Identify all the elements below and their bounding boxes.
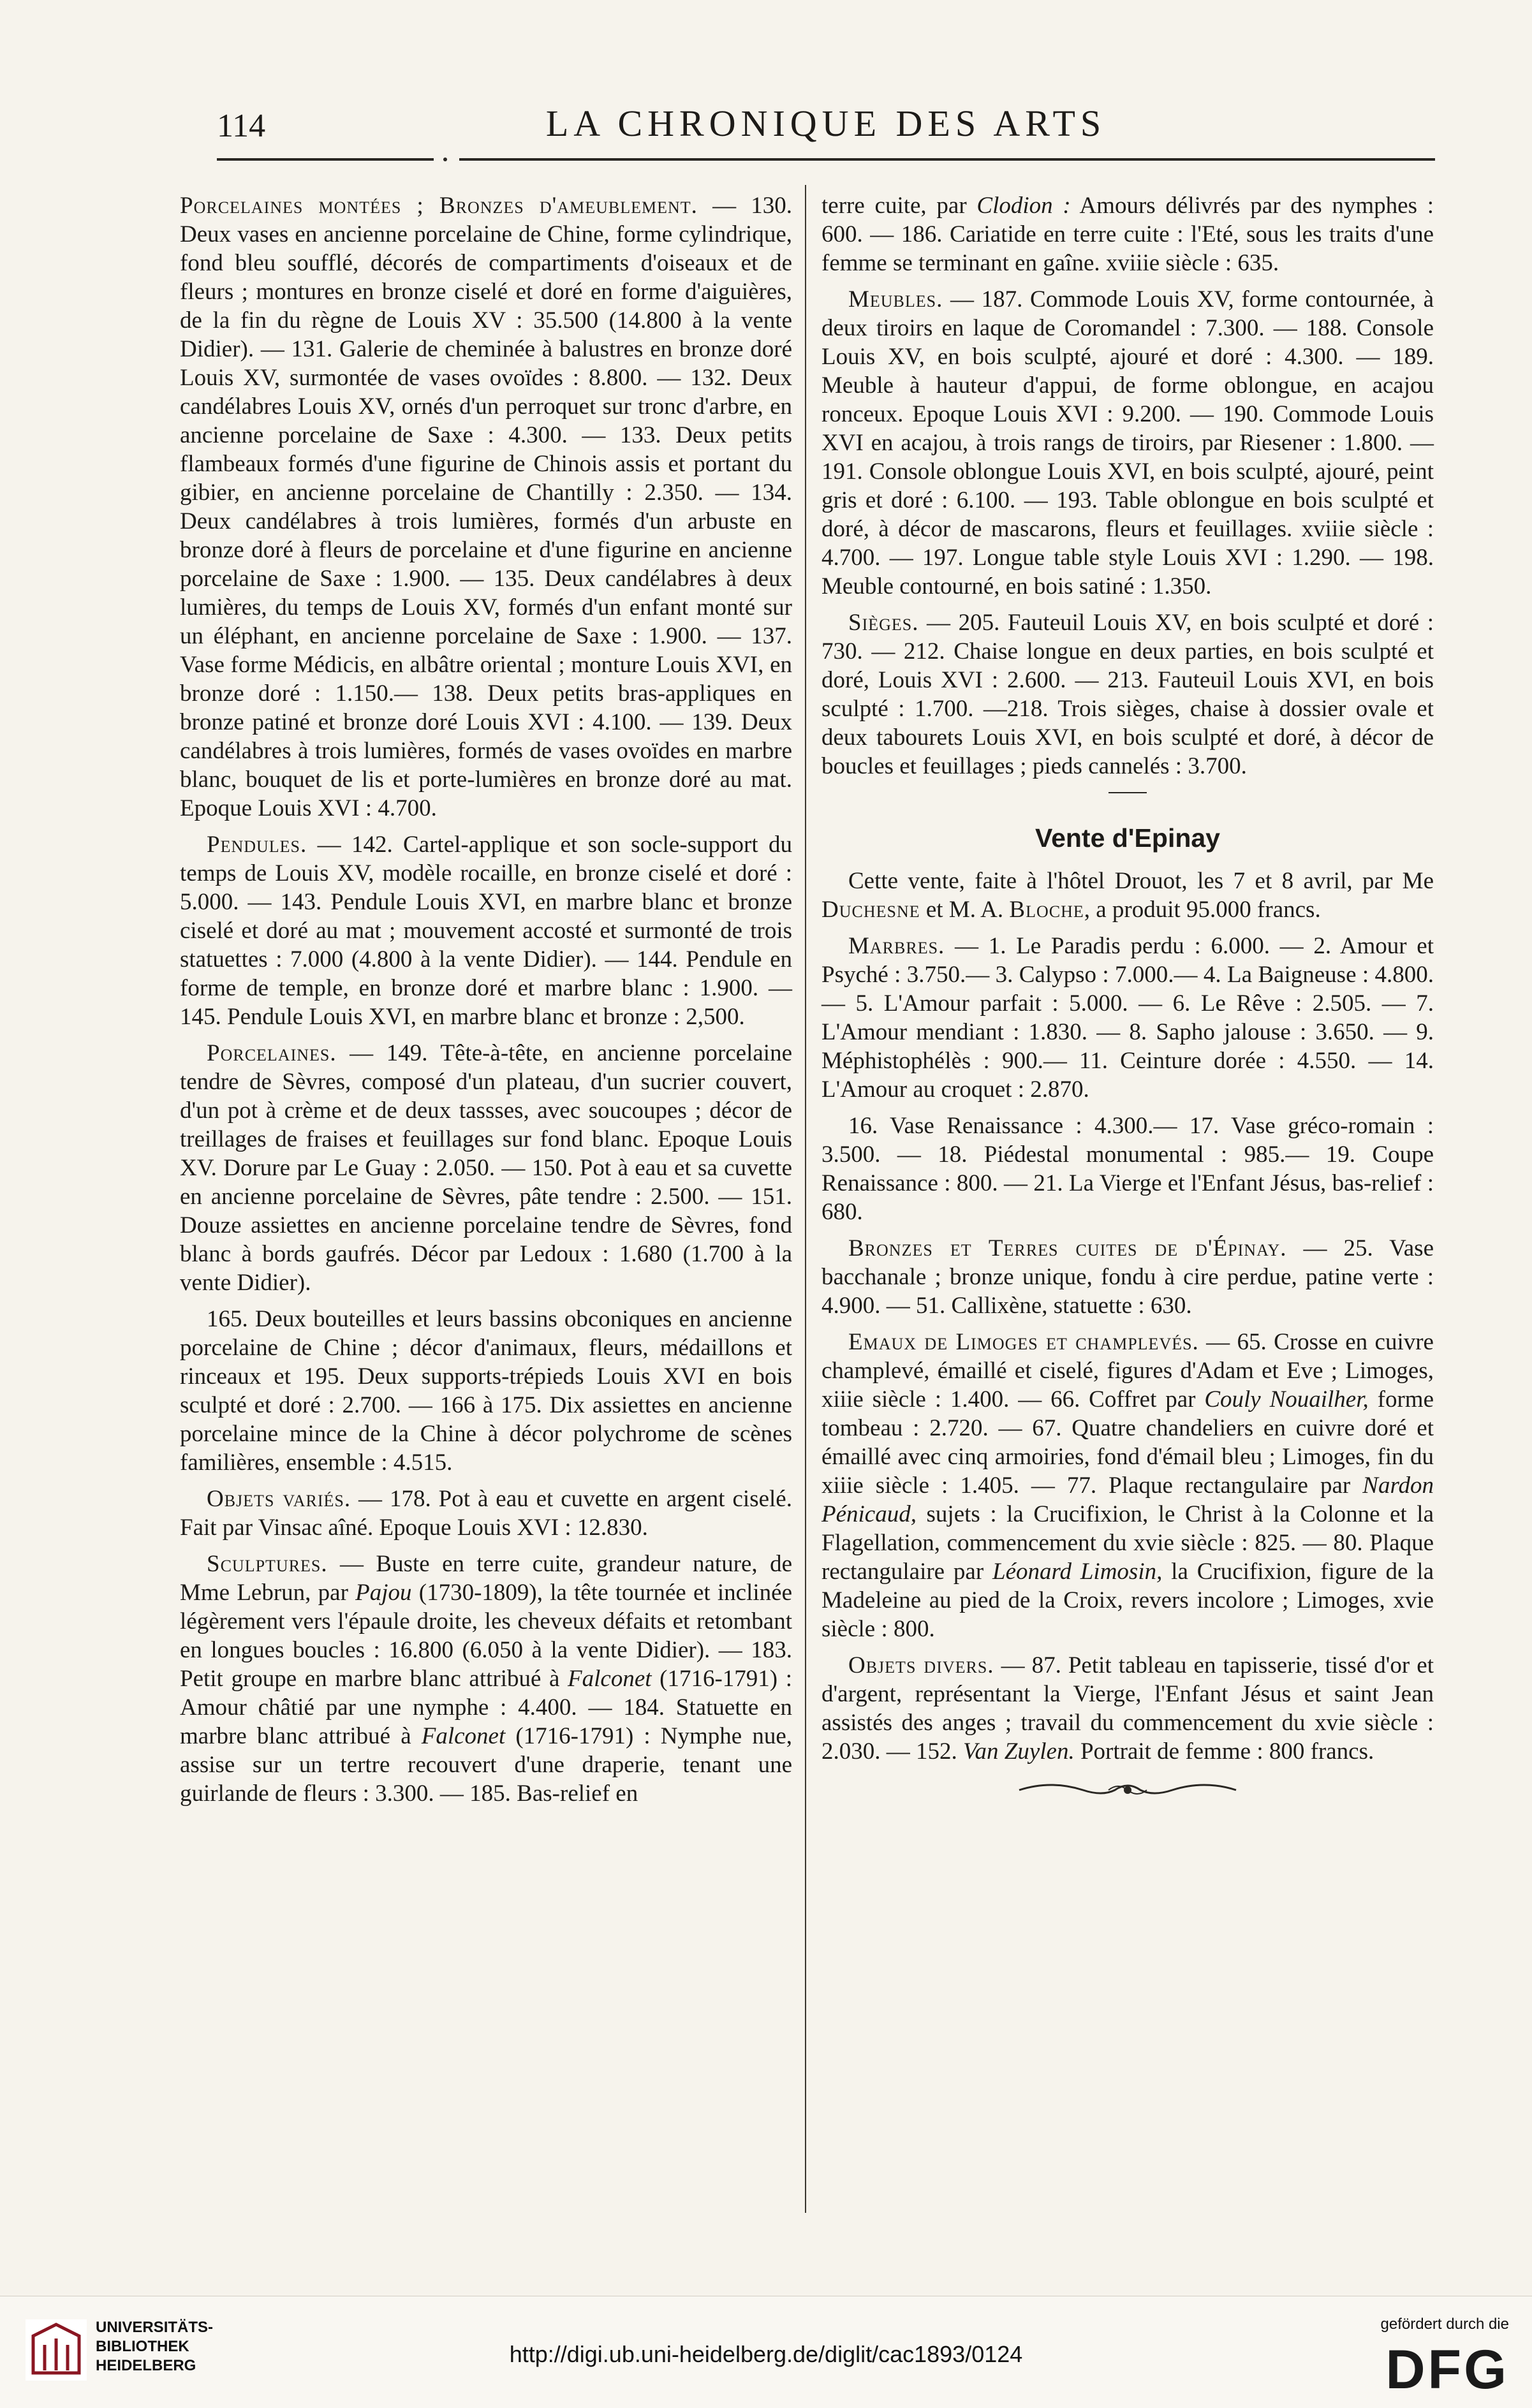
paragraph-objets-varies bbox=[180, 1485, 792, 1542]
section-label: Meubles. bbox=[848, 286, 943, 312]
paragraph-text: — 1. Le Paradis perdu : 6.000. — 2. Amour et Psyché : 3.750.— 3. Calypso : 7.000.— 4. La Baigneuse : 4.800. — 5. L'Amour parfait : 5.000. — 6. Le Rêve : 2.505. — 7. L'Amour mendiant : 1.830. — 8. Sapho jalouse : 3.650. — 9. Méphistophélès : 900.— 11. Ceinture dorée : 4.550. — 14. L'Amour au croquet : 2.870. bbox=[821, 933, 1434, 1103]
page-number: 114 bbox=[217, 108, 266, 144]
section-label: Porcelaines. bbox=[207, 1040, 337, 1066]
section-label: Objets divers. bbox=[848, 1652, 994, 1678]
artist-name: Léonard Limosin, bbox=[992, 1559, 1163, 1585]
funder-text: gefördert durch die bbox=[1380, 2316, 1509, 2333]
paragraph-text: sujets : la Crucifixion, le Christ à la Colonne et la Flagellation, commencement du xvie siècle : 825. — 80. Plaque rectangulaire par bbox=[821, 1501, 1434, 1585]
paragraph-text: la Crucifixion, figure de la Madeleine au pied de la Croix, revers incolore ; Limoges, xvie siècle : 800. bbox=[821, 1559, 1434, 1642]
paragraph-meubles bbox=[821, 285, 1434, 601]
artist-name: Pajou bbox=[355, 1580, 412, 1606]
paragraph-text: (1716-1791) : Nymphe nue, assise sur un tertre recouvert d'une draperie, tenant une guirlande de fleurs : 3.300. — 185. Bas-relief en bbox=[180, 1723, 792, 1807]
section-heading-vente-epinay: Vente d'Epinay bbox=[1035, 823, 1220, 853]
artist-name: Couly Nouailher, bbox=[1204, 1386, 1369, 1413]
paragraph-marbres bbox=[821, 932, 1434, 1104]
paragraph-text: et M. A. bbox=[920, 897, 1010, 923]
paragraph-text: Cette vente, faite à l'hôtel Drouot, les 7 et 8 avril, par Me bbox=[848, 868, 1434, 894]
section-label: Bronzes et Terres cuites de d'Épinay. bbox=[848, 1235, 1287, 1261]
paragraph-text: 165. Deux bouteilles et leurs bassins obconiques en ancienne porcelaine de Chine ; décor d'animaux, fleurs, médaillons et rinceaux et 195. Deux supports-trépieds Louis XVI en bois sculpté et doré : 2.700. — 166 à 175. Dix assiettes en ancienne porcelaine mince de la Chine à décor polychrome de scènes familières, ensemble : 4.515. bbox=[180, 1306, 792, 1476]
section-label: Marbres. bbox=[848, 933, 945, 959]
paragraph-vases bbox=[821, 1112, 1434, 1226]
header-rule-right bbox=[459, 158, 1435, 161]
paragraph-text: Amours délivrés par des nymphes : 600. — 186. Cariatide en terre cuite : l'Eté, sous les traits d'une femme se terminant en gaîne. xviiie siècle : 635. bbox=[821, 193, 1434, 276]
left-column bbox=[180, 191, 792, 1816]
paragraph-text: — 178. Pot à eau et cuvette en argent ciselé. Fait par Vinsac aîné. Epoque Louis XVI : 12.830. bbox=[180, 1486, 792, 1541]
section-label: Sculptures. bbox=[207, 1551, 328, 1577]
paragraph-text: forme tombeau : 2.720. — 67. Quatre chandeliers en cuivre doré et émaillé avec cinq armoiries, fond d'émail bleu ; Limoges, fin du xiiie siècle : 1.405. — 77. Plaque rectangulaire par bbox=[821, 1386, 1434, 1499]
paragraph-text: Portrait de femme : 800 francs. bbox=[1074, 1738, 1374, 1765]
column-divider bbox=[805, 185, 806, 2213]
person-name: Bloche bbox=[1009, 897, 1084, 923]
person-name: Duchesne bbox=[821, 897, 920, 923]
paragraph-text: , a produit 95.000 francs. bbox=[1084, 897, 1321, 923]
paragraph-text: — 87. Petit tableau en tapisserie, tissé d'or et d'argent, représentant la Vierge, l'Enfant Jésus et saint Jean assistés des anges ; travail du commencement du xvie siècle : 2.030. — 152. bbox=[821, 1652, 1434, 1765]
artist-name: Falconet bbox=[568, 1666, 652, 1692]
vignette-ornament-icon bbox=[821, 1777, 1434, 1810]
funder-block bbox=[1381, 2316, 1509, 2402]
section-label: Pendules. bbox=[207, 832, 307, 858]
artist-name: Van Zuylen. bbox=[963, 1738, 1075, 1765]
page-header bbox=[217, 94, 1435, 152]
section-label: Emaux de Limoges et champlevés. bbox=[848, 1329, 1199, 1355]
library-name-line: UNIVERSITÄTS- bbox=[96, 2319, 214, 2336]
library-name-line: BIBLIOTHEK bbox=[96, 2338, 189, 2355]
paragraph-text: terre cuite, par bbox=[821, 193, 977, 219]
paragraph-emaux bbox=[821, 1328, 1434, 1643]
section-separator bbox=[1108, 792, 1147, 793]
paragraph-vente-intro bbox=[821, 867, 1434, 924]
paragraph-pendules bbox=[180, 830, 792, 1031]
paragraph-bouteilles bbox=[180, 1305, 792, 1477]
paragraph-text: — Buste en terre cuite, grandeur nature, de Mme Lebrun, par bbox=[180, 1551, 792, 1606]
paragraph-porcelaines-montees bbox=[180, 191, 792, 823]
header-rule-left bbox=[217, 158, 434, 161]
section-label: Sièges. bbox=[848, 610, 919, 636]
paragraph-text: — 205. Fauteuil Louis XV, en bois sculpté et doré : 730. — 212. Chaise longue en deux parties, en bois sculpté et doré, Louis XVI : 2.600. — 213. Fauteuil Louis XVI, en bois sculpté : 1.700. —218. Trois sièges, chaise à dossier ovale et deux tabourets Louis XVI, en bois sculpté et doré, à décor de boucles et feuillages ; pieds cannelés : 3.700. bbox=[821, 610, 1434, 779]
artist-name: Clodion : bbox=[976, 193, 1071, 219]
paragraph-text: — 130. Deux vases en ancienne porcelaine de Chine, forme cylindrique, fond bleu soufflé, décorés de compartiments d'oiseaux et de fleurs ; montures en bronze ciselé et doré en forme d'aiguières, de la fin du règne de Louis XV : 35.500 (14.800 à la vente Didier). — 131. Galerie de cheminée à balustres en bronze doré Louis XV, surmontée de vases ovoïdes : 8.800. — 132. Deux candélabres Louis XV, ornés d'un perroquet sur tronc d'arbre, en ancienne porcelaine de Saxe : 4.300. — 133. Deux petits flambeaux formés d'une figurine de Chinois assis et portant du gibier, en ancienne porcelaine de Chantilly : 2.350. — 134. Deux candélabres à trois lumières, formés d'un arbuste en bronze doré à fleurs de porcelaine et d'une figurine en ancienne porcelaine de Saxe : 1.900. — 135. Deux candélabres à deux lumières, du temps de Louis XV, formés d'un enfant monté sur un éléphant, en ancienne porcelaine de Saxe : 1.900. — 137. Vase forme Médicis, en albâtre oriental ; monture Louis XVI, en bronze doré : 1.150.— 138. Deux petits bras-appliques en bronze patiné et bronze doré Louis XVI : 4.100. — 139. Deux candélabres à trois lumières, formés de vases ovoïdes en marbre blanc, bouquet de lis et porte-lumières en bronze doré au mat. Epoque Louis XVI : 4.700. bbox=[180, 193, 792, 821]
artist-name: Falconet bbox=[421, 1723, 506, 1749]
paragraph-text: — 25. Vase bacchanale ; bronze unique, fondu à cire perdue, patine verte : 4.900. — 51. Callixène, statuette : 630. bbox=[821, 1235, 1434, 1319]
paragraph-text: (1716-1791) : Amour châtié par une nymphe : 4.400. — 184. Statuette en marbre blanc attribué à bbox=[180, 1666, 792, 1749]
paragraph-objets-divers bbox=[821, 1651, 1434, 1766]
journal-title: LA CHRONIQUE DES ARTS bbox=[545, 103, 1107, 144]
dfg-logo-icon[interactable]: DFG bbox=[1385, 2339, 1509, 2400]
footer bbox=[0, 2296, 1532, 2408]
section-label: Objets variés. bbox=[207, 1486, 351, 1512]
paragraph-text: — 142. Cartel-applique et son socle-support du temps de Louis XV, modèle rocaille, en bronze ciselé et doré : 5.000. — 143. Pendule Louis XVI, en marbre blanc et bronze ciselé et doré au mat ; mouvement accosté et surmonté de trois statuettes : 7.000 (4.800 à la vente Didier). — 144. Pendule en forme de temple, en bronze doré et marbre blanc : 1.900. — 145. Pendule Louis XVI, en marbre blanc et bronze : 2,500. bbox=[180, 832, 792, 1030]
paragraph-text: — 65. Crosse en cuivre champlevé, émaillé et ciselé, figures d'Adam et Eve ; Limoges, xiiie siècle : 1.400. — 66. Coffret par bbox=[821, 1329, 1434, 1413]
paragraph-text: — 149. Tête-à-tête, en ancienne porcelaine tendre de Sèvres, composé d'un plateau, d'un sucrier couvert, d'un pot à crème et de deux tassses, avec soucoupes ; décor de treillages de fraises et feuillages sur fond blanc. Epoque Louis XV. Dorure par Le Guay : 2.050. — 150. Pot à eau et sa cuvette en ancienne porcelaine de Sèvres, pâte tendre : 2.500. — 151. Douze assiettes en ancienne porcelaine tendre de Sèvres, fond blanc à bords gaufrés. Décor par Ledoux : 1.680 (1.700 à la vente Didier). bbox=[180, 1040, 792, 1296]
section-label: Porcelaines montées ; Bronzes d'ameublement. bbox=[180, 193, 698, 219]
library-name-line: HEIDELBERG bbox=[96, 2357, 196, 2374]
paragraph-porcelaines bbox=[180, 1039, 792, 1297]
paragraph-text: — 187. Commode Louis XV, forme contournée, à deux tiroirs en laque de Coromandel : 7.300. — 188. Console Louis XV, en bois sculpté, ajouré et doré : 4.300. — 189. Meuble à hauteur d'appui, de forme oblongue, en acajou ronceux. Epoque Louis XVI : 9.200. — 190. Commode Louis XVI en acajou, à trois rangs de tiroirs, par Riesener : 1.800. — 191. Console oblongue Louis XVI, en bois sculpté, ajouré, peint gris et doré : 6.100. — 193. Table oblongue en bois sculpté et doré, à décor de mascarons, fleurs et feuillages. xviiie siècle : 4.700. — 197. Longue table style Louis XVI : 1.290. — 198. Meuble contourné, en bois satiné : 1.350. bbox=[821, 286, 1434, 599]
right-column bbox=[821, 191, 1434, 1810]
permalink-url[interactable]: http://digi.ub.uni-heidelberg.de/diglit/cac1893/0124 bbox=[509, 2341, 1023, 2367]
paragraph-sieges bbox=[821, 608, 1434, 781]
header-rule-dot bbox=[443, 158, 447, 161]
artist-name: Nardon Pénicaud, bbox=[821, 1472, 1434, 1527]
paragraph-terre-cuite bbox=[821, 191, 1434, 277]
paragraph-sculptures bbox=[180, 1550, 792, 1808]
paragraph-text: (1730-1809), la tête tournée et inclinée légèrement vers l'épaule droite, les cheveux défaits et retombant en longues boucles : 16.800 (6.050 à la vente Didier). — 183. Petit groupe en marbre blanc attribué à bbox=[180, 1580, 792, 1692]
paragraph-bronzes-terres-cuites bbox=[821, 1234, 1434, 1320]
paragraph-text: 16. Vase Renaissance : 4.300.— 17. Vase gréco-romain : 3.500. — 18. Piédestal monumental : 985.— 19. Coupe Renaissance : 800. — 21. La Vierge et l'Enfant Jésus, bas-relief : 680. bbox=[821, 1113, 1434, 1225]
